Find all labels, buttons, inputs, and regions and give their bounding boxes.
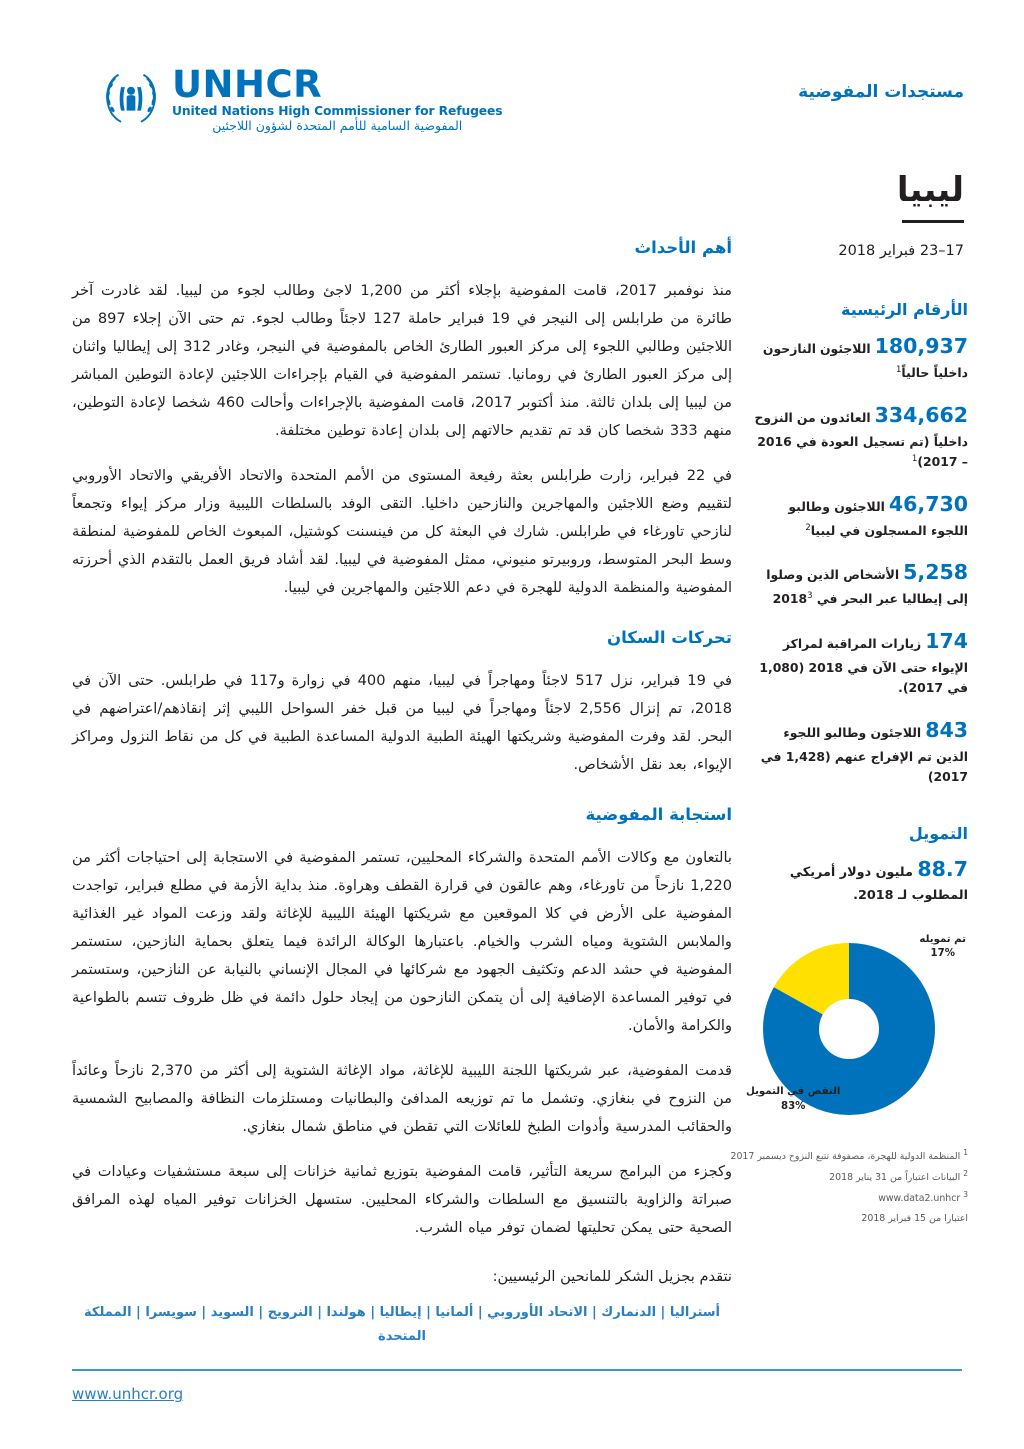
logo-subtitle-arabic: المفوضية السامية للأمم المتحدة لشؤون اللاجئين <box>212 118 463 134</box>
donut-label-funded-value: 17% <box>930 948 955 960</box>
donor-thanks-line: نتقدم بجزيل الشكر للمانحين الرئيسيين: <box>492 1268 732 1286</box>
key-figure-released <box>750 714 968 788</box>
date-range: 17–23 فبراير 2018 <box>838 243 964 259</box>
funding-donut-chart <box>746 929 968 1119</box>
document-header <box>60 58 964 178</box>
funding-amount-unit: مليون دولار أمريكي <box>789 864 913 880</box>
footnote-url[interactable]: www.data2.unhcr <box>878 1193 961 1205</box>
sidebar <box>730 300 968 1228</box>
section-heading-highlights: أهم الأحداث <box>634 238 732 257</box>
key-figure-description: وصلوا إلى إيطاليا عبر البحر في 2018 <box>766 567 968 607</box>
donut-label-gap-value: 83% <box>781 1100 806 1112</box>
key-figure-label: زيارات المراقبة <box>826 635 922 651</box>
key-figure-description: الذين تم الإفراج عنهم (1,428 في 2017) <box>760 748 968 785</box>
footnote-ref: 2 <box>805 522 811 533</box>
footnote-text: المنظمة الدولية للهجرة، مصفوفة تتبع النزوح ديسمبر 2017 <box>730 1150 961 1162</box>
footnote-3 <box>750 1187 968 1208</box>
footnote-ref: 1 <box>911 454 918 464</box>
paragraph-response-3: وكجزء من البرامج سريعة التأثير، قامت المفوضية بتوزيع ثمانية خزانات إلى سبعة مستشفيات وعيادات في صبراتة والزاوية بالتنسيق مع السلطات والشركاء المحليين. ستسهل الخزانات توفير المياه لهذه المرافق الصحية حتى يمكن تحليتها لضمان توفر مياه الشرب. <box>72 1163 732 1237</box>
key-figure-label: اللاجئون وطالبو <box>788 498 885 514</box>
footnote-marker: 2 <box>963 1169 968 1179</box>
donut-label-gap <box>746 1085 840 1115</box>
key-figure-description: النزوح داخلياً (تم تسجيل العودة في 2016 – 2017) <box>754 409 968 470</box>
key-figure-description: اللجوء المسجلون في ليبيا <box>810 522 968 538</box>
sidebar-footnotes <box>730 1145 968 1229</box>
key-figure-value: 843 <box>925 717 968 742</box>
key-figure-sea-arrivals-italy <box>750 556 968 610</box>
footnote-text: اعتبارا من 15 فبراير 2018 <box>861 1212 968 1224</box>
key-figure-returnees <box>750 399 968 473</box>
logo-wordmark-block <box>172 64 503 133</box>
footnote-marker: 3 <box>963 1190 968 1200</box>
paragraph-highlights-2: في 22 فبراير، زارت طرابلس بعثة رفيعة المستوى من الأمم المتحدة والاتحاد الأفريقي والاتحاد الأوروبي لتقييم وضع اللاجئين والمهاجرين والنازحين داخليا. التقى الوفد بالسلطات الليبية وزار مركز إيواء وتجمعاً لنازحي تاورغاء في طرابلس. شارك في البعثة كل من فينسنت كوشتيل، المبعوث الخاص للمفوضية لمنطقة وسط البحر المتوسط، وروبيرتو منيوني، ممثل المفوضية في ليبيا. لقد أشاد فريق العمل بالتقدم الذي أحرزته المفوضية والمنظمة الدولية للهجرة في دعم اللاجئين والمهاجرين في ليبيا. <box>72 467 732 597</box>
section-heading-population-movements: تحركات السكان <box>607 628 732 648</box>
footnote-text: البيانات اعتباراً من 31 يناير 2018 <box>829 1172 961 1184</box>
footnote-2 <box>750 1166 968 1187</box>
unhcr-logo <box>100 64 503 133</box>
footnote-marker: 1 <box>963 1147 968 1157</box>
key-figure-label: الأشخاص الذين <box>807 567 900 583</box>
donut-label-funded-text: تم تمويله <box>919 933 966 945</box>
main-content <box>72 238 732 1348</box>
footnote-ref: 3 <box>807 591 813 602</box>
key-figure-value: 334,662 <box>874 402 968 427</box>
paragraph-highlights-1: منذ نوفمبر 2017، قامت المفوضية بإجلاء أكثر من 1,200 لاجئ وطالب لجوء من ليبيا. لقد غادرت آخر طائرة من طرابلس إلى النيجر في 19 فبراير حاملة 127 لاجئاً وطالب لجوء. تم حتى الآن إجلاء 897 من اللاجئين وطالبي اللجوء إلى مركز العبور الطارئ الخاص بالمفوضية في النيجر، وغادر 312 إلى إيطاليا واثنان إلى مركز العبور الطارئ في رومانيا. تستمر المفوضية في القيام بإجراءات اللاجئين لإعادة التوطين المباشر من ليبيا إلى بلدان ثالثة. منذ أكتوبر 2017، قامت المفوضية بالإجراءات وأحالت 460 شخصا لإعادة التوطين، منهم 333 شخصا كان قد تم تقديم حالاتهم إلى بلدان إعادة توطين مختلفة. <box>72 282 732 440</box>
donut-label-gap-text: النقص في التمويل <box>746 1086 841 1098</box>
funding-amount-note: المطلوب لـ 2018. <box>853 887 968 903</box>
footnote-1 <box>730 1145 968 1166</box>
key-figure-monitoring-visits <box>750 625 968 699</box>
footnote-ref: 1 <box>896 365 902 376</box>
key-figure-description: النازحون داخلياً حالياً <box>762 341 968 381</box>
key-figure-value: 5,258 <box>903 560 968 585</box>
donor-list: أستراليا | الدنمارك | الاتحاد الأوروبي | ألمانيا | إيطاليا | هولندا | النرويج | السويد | سويسرا | المملكة المتحدة <box>84 1305 720 1344</box>
unhcr-emblem-icon <box>100 66 162 128</box>
section-heading-unhcr-response: استجابة المفوضية <box>585 805 732 825</box>
footer-url-link[interactable]: www.unhcr.org <box>72 1385 184 1403</box>
sidebar-heading-key-figures: الأرقام الرئيسية <box>841 300 968 319</box>
key-figure-description: لمراكز الإيواء حتى الآن في 2018 (1,080 في 2017). <box>759 635 968 696</box>
key-figure-idps <box>750 330 968 384</box>
donut-label-funded <box>919 933 966 963</box>
logo-wordmark: UNHCR <box>172 63 323 106</box>
key-figure-label: اللاجئون وطالبو اللجوء <box>783 724 922 740</box>
title-underline <box>902 220 964 223</box>
paragraph-population-1: في 19 فبراير، نزل 517 لاجئاً ومهاجراً في ليبيا، منهم 400 في زوارة و117 في طرابلس. حتى الآن في 2018، تم إنزال 2,556 لاجئاً ومهاجراً في ليبيا من قبل خفر السواحل الليبي إثر إنقاذهم/اعتراضهم في البحر. لقد وفرت المفوضية وشريكتها الهيئة الطبية الدولية المساعدة الطبية في كل من نقاط النزول ومراكز الإيواء، بعد نقل الأشخاص. <box>72 672 733 774</box>
key-figure-value: 174 <box>925 628 968 653</box>
key-figure-label: العائدون من <box>796 409 871 425</box>
paragraph-response-2: قدمت المفوضية، عبر شريكتها اللجنة الليبية للإغاثة، مواد الإغاثة الشتوية إلى أكثر من 2,370 نازحاً وعائداً من النزوح في بنغازي. وتشمل ما تم توزيعه المدافئ والبطانيات ومستلزمات النظافة والمصابيح الشمسية والحقائب المدرسية وأدوات الطبخ للعائلات التي تقطن في مناطق شمال بنغازي. <box>72 1062 732 1136</box>
logo-subtitle-english: United Nations High Commissioner for Refugees <box>172 104 503 118</box>
key-figure-refugees-asylum-seekers <box>750 488 968 542</box>
sidebar-heading-funding: التمويل <box>908 823 968 843</box>
key-figure-value: 180,937 <box>874 334 968 358</box>
key-figure-label: اللاجئون <box>819 341 871 356</box>
document-kicker: مستجدات المفوضية <box>798 82 964 102</box>
page-title: ليبيا <box>896 170 964 210</box>
footer-divider <box>72 1369 962 1371</box>
funding-amount-value: 88.7 <box>917 856 968 881</box>
paragraph-response-1: بالتعاون مع وكالات الأمم المتحدة والشركاء المحليين، تستمر المفوضية في الاستجابة إلى احتياجات أكثر من 1,220 نازحاً من تاورغاء، وهم عالقون في قرارة القطف وهراوة. منذ بداية الأزمة في مطلع فبراير، تواجدت المفوضية على الأرض في كلا الموقعين مع شريكتها الهيئة الليبية للإغاثة ولقد وزعت المواد غير الغذائية والملابس الشتوية ومياه الشرب والخيام. باعتبارها الوكالة الرائدة فيما يتعلق بحماية النازحين، ستستمر المفوضية في حشد الدعم وتكثيف الجهود مع شركائها في المجال الإنساني بالنيابة عن النازحين، وستستمر في توفير المساعدة الإضافية إلى أن يتمكن النازحون من إيجاد حلول دائمة في ظل ظروف تتسم بالطواعية والكرامة والأمان. <box>72 849 732 1035</box>
footnote-4 <box>750 1209 968 1228</box>
key-figure-value: 46,730 <box>888 491 968 516</box>
funding-requirement <box>750 853 968 907</box>
